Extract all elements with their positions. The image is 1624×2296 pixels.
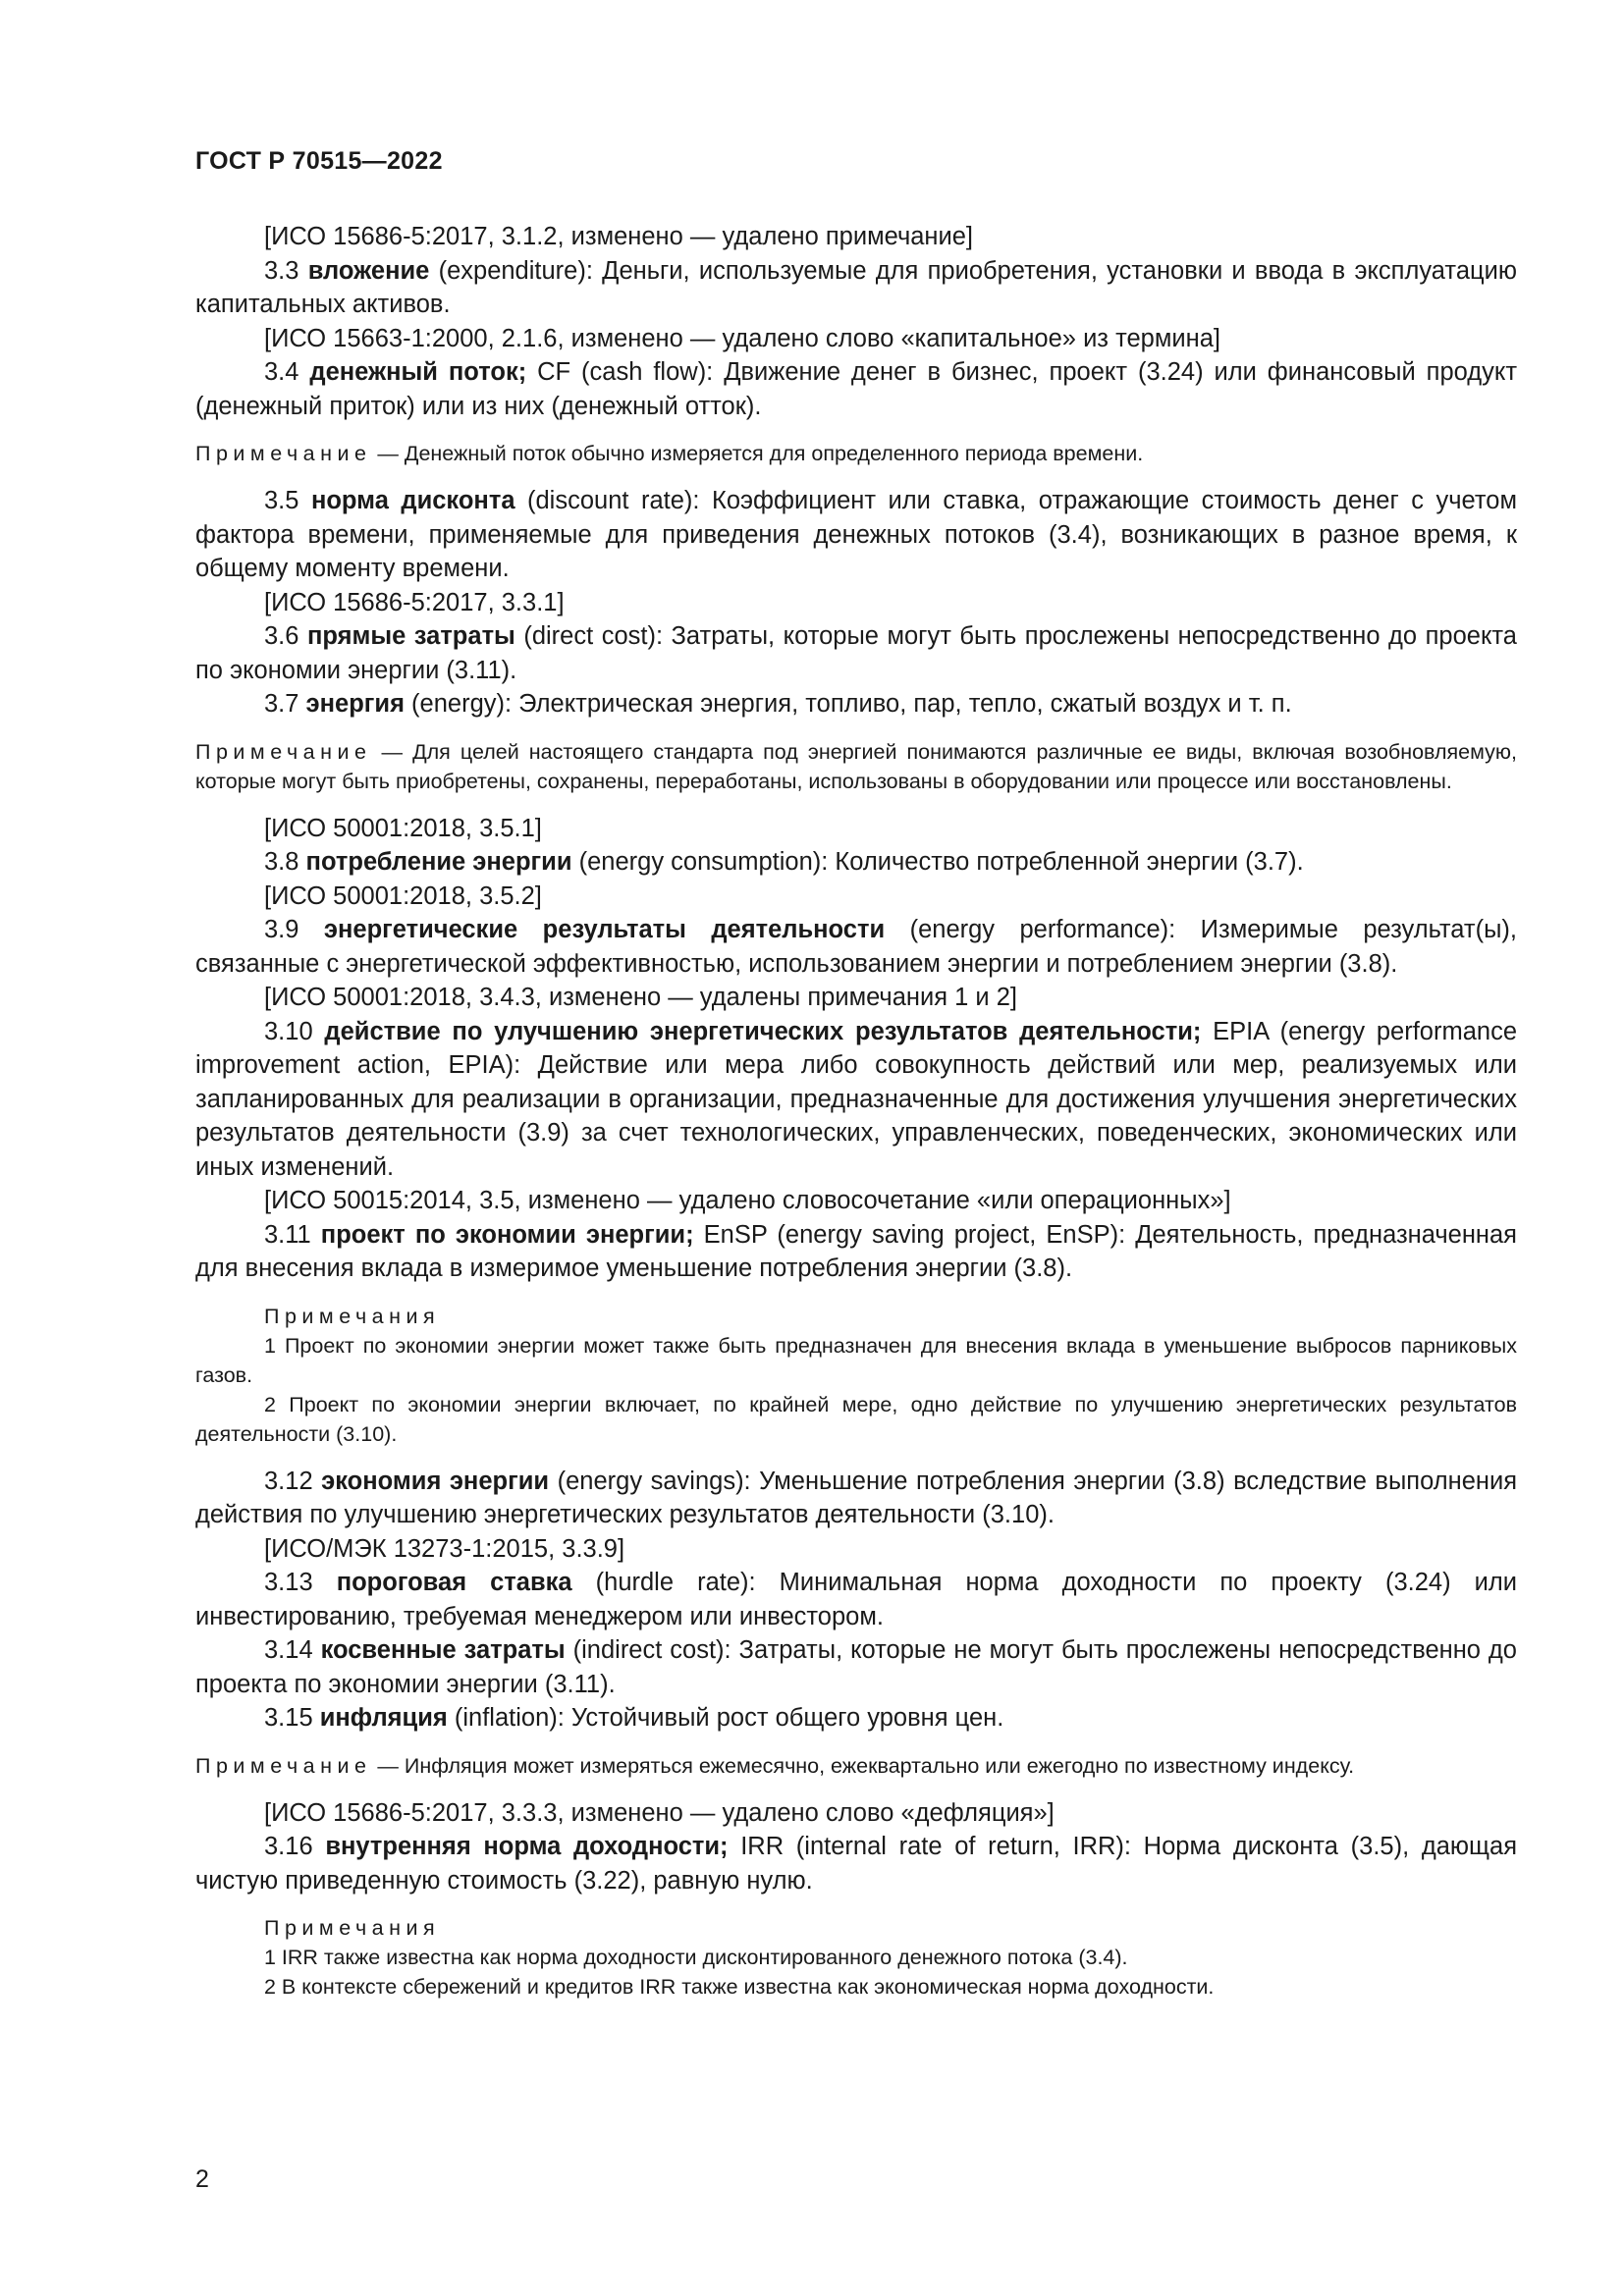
term-text: (energy performance): Измеримые результат(ы), связанные с энергетической эффективностью, использованием энергии и потреблением энергии (3.8). [195, 916, 1517, 978]
term-definition [195, 1566, 1517, 1633]
term-name: энергетические результаты деятельности [323, 916, 886, 943]
document-header: ГОСТ Р 70515—2022 [195, 147, 443, 175]
source-reference: [ИСО 50001:2018, 3.5.1] [264, 814, 542, 842]
term-name: норма дисконта [310, 487, 515, 514]
note [195, 1751, 1517, 1781]
term-number: 3.16 [264, 1833, 326, 1860]
term-definition [195, 1830, 1517, 1897]
term-definition [195, 1633, 1517, 1701]
term-definition [195, 687, 1517, 721]
source-reference: [ИСО 15686-5:2017, 3.1.2, изменено — удалено примечание] [264, 223, 974, 250]
notes-label-text: Примечания [264, 1916, 441, 1940]
notes-label [195, 1302, 1517, 1331]
note-item: 2 В контексте сбережений и кредитов IRR также известна как экономическая норма доходности. [264, 1975, 1215, 1999]
source-reference: [ИСО 15686-5:2017, 3.3.3, изменено — удалено слово «дефляция»] [264, 1798, 1055, 1827]
term-text: (discount rate): Коэффициент или ставка, отражающие стоимость денег с учетом фактора времени, применяемые для приведения денежных потоков (3.4), возникающих в разное время, к общему моменту времени. [195, 487, 1517, 582]
term-definition [195, 845, 1517, 880]
term-definition [195, 1701, 1517, 1735]
source-reference: [ИСО 50015:2014, 3.5, изменено — удалено словосочетание «или операционных»] [264, 1187, 1231, 1214]
term-text: (expenditure): Деньги, используемые для приобретения, установки и ввода в эксплуатацию капитальных активов. [195, 256, 1517, 318]
term-definition [195, 355, 1517, 423]
term-definition [195, 254, 1517, 322]
note [195, 439, 1517, 468]
term-number: 3.12 [264, 1467, 322, 1495]
term-number: 3.15 [264, 1704, 320, 1732]
term-number: 3.4 [264, 358, 310, 386]
term-text: (indirect cost): Затраты, которые не могут быть прослежены непосредственно до проекта по экономии энергии (3.11). [195, 1636, 1517, 1698]
source-reference: [ИСО/МЭК 13273-1:2015, 3.3.9] [264, 1534, 625, 1563]
notes-label [195, 1913, 1517, 1943]
term-definition [195, 1465, 1517, 1532]
term-number: 3.14 [264, 1636, 321, 1664]
note-label: Примечание [195, 1753, 372, 1778]
term-text: (inflation): Устойчивый рост общего уровня цен. [447, 1704, 1004, 1732]
source-reference: [ИСО 50001:2018, 3.5.2] [264, 881, 542, 910]
term-name: внутренняя норма доходности; [325, 1833, 729, 1860]
note-item: 1 IRR также известна как норма доходности дисконтированного денежного потока (3.4). [264, 1946, 1128, 1969]
term-name: действие по улучшению энергетических результатов деятельности; [324, 1017, 1202, 1045]
term-name: потребление энергии [305, 848, 572, 876]
note-label: Примечание [195, 442, 372, 465]
term-definition [195, 484, 1517, 586]
term-text: (direct cost): Затраты, которые могут быть прослежены непосредственно до проекта по экономии энергии (3.11). [195, 622, 1517, 684]
term-name: вложение [307, 256, 430, 285]
term-text: (hurdle rate): Минимальная норма доходности по проекту (3.24) или инвестированию, требуемая менеджером или инвестором. [195, 1569, 1518, 1630]
notes-block [195, 1913, 1517, 2002]
note-label: Примечание [195, 739, 372, 764]
term-definition [195, 913, 1517, 981]
document-body [195, 220, 1517, 2017]
term-number: 3.3 [264, 256, 308, 285]
notes-block [195, 1302, 1517, 1449]
term-text: (energy savings): Уменьшение потребления энергии (3.8) вследствие выполнения действия по улучшению энергетических результатов деятельности (3.10). [195, 1467, 1518, 1528]
source-reference: [ИСО 15663-1:2000, 2.1.6, изменено — удалено слово «капитальное» из термина] [264, 324, 1220, 352]
note-text: — Инфляция может измеряться ежемесячно, ежеквартально или ежегодно по известному индексу. [371, 1753, 1355, 1778]
term-name: экономия энергии [321, 1467, 550, 1495]
term-number: 3.13 [264, 1569, 337, 1596]
source-reference: [ИСО 50001:2018, 3.4.3, изменено — удалены примечания 1 и 2] [264, 984, 1017, 1011]
term-name: косвенные затраты [320, 1636, 566, 1664]
term-number: 3.7 [264, 690, 306, 718]
term-text: (energy consumption): Количество потребленной энергии (3.7). [571, 848, 1304, 876]
note-item: 1 Проект по экономии энергии может также быть предназначен для внесения вклада в уменьшение выбросов парниковых газов. [195, 1333, 1517, 1387]
term-number: 3.5 [264, 487, 311, 514]
term-text: EnSP (energy saving project, EnSP): Деятельность, предназначенная для внесения вклада в измеримое уменьшение потребления энергии (3.8). [195, 1220, 1517, 1282]
term-name: проект по экономии энергии; [320, 1220, 694, 1249]
term-number: 3.8 [264, 848, 306, 876]
term-text: EPIA (energy performance improvement action, EPIA): Действие или мера либо совокупность действий или мер, реализуемых или запланированных для реализации в организации, предназначенные для достижения улучшения энергетических результатов деятельности (3.9) за счет технологических, управленческих, поведенческих, экономических или иных изменений. [195, 1017, 1517, 1181]
term-definition [195, 1218, 1517, 1286]
note-item: 2 Проект по экономии энергии включает, по крайней мере, одно действие по улучшению энергетических результатов деятельности (3.10). [195, 1392, 1517, 1446]
term-number: 3.10 [264, 1017, 325, 1045]
term-text: CF (cash flow): Движение денег в бизнес, проект (3.24) или финансовый продукт (денежный приток) или из них (денежный отток). [195, 358, 1517, 420]
term-text: (energy): Электрическая энергия, топливо, пар, тепло, сжатый воздух и т. п. [404, 690, 1292, 718]
note-text: — Денежный поток обычно измеряется для определенного периода времени. [371, 442, 1144, 465]
term-definition [195, 619, 1517, 687]
note [195, 737, 1517, 796]
notes-label-text: Примечания [264, 1304, 441, 1328]
term-name: прямые затраты [306, 622, 515, 650]
page-number: 2 [195, 2165, 209, 2193]
term-number: 3.9 [264, 916, 324, 943]
term-number: 3.6 [264, 622, 307, 650]
note-text: — Для целей настоящего стандарта под энергией понимаются различные ее виды, включая возобновляемую, которые могут быть приобретены, сохранены, переработаны, использованы в оборудовании или процессе или восстановлены. [195, 739, 1517, 793]
term-name: денежный поток; [309, 358, 527, 386]
term-name: пороговая ставка [336, 1569, 572, 1596]
term-text: IRR (internal rate of return, IRR): Норма дисконта (3.5), дающая чистую приведенную стоимость (3.22), равную нулю. [195, 1833, 1518, 1895]
source-reference: [ИСО 15686-5:2017, 3.3.1] [264, 588, 565, 616]
term-number: 3.11 [264, 1220, 321, 1249]
term-definition [195, 1015, 1517, 1185]
term-name: инфляция [319, 1704, 448, 1732]
term-name: энергия [305, 690, 405, 718]
